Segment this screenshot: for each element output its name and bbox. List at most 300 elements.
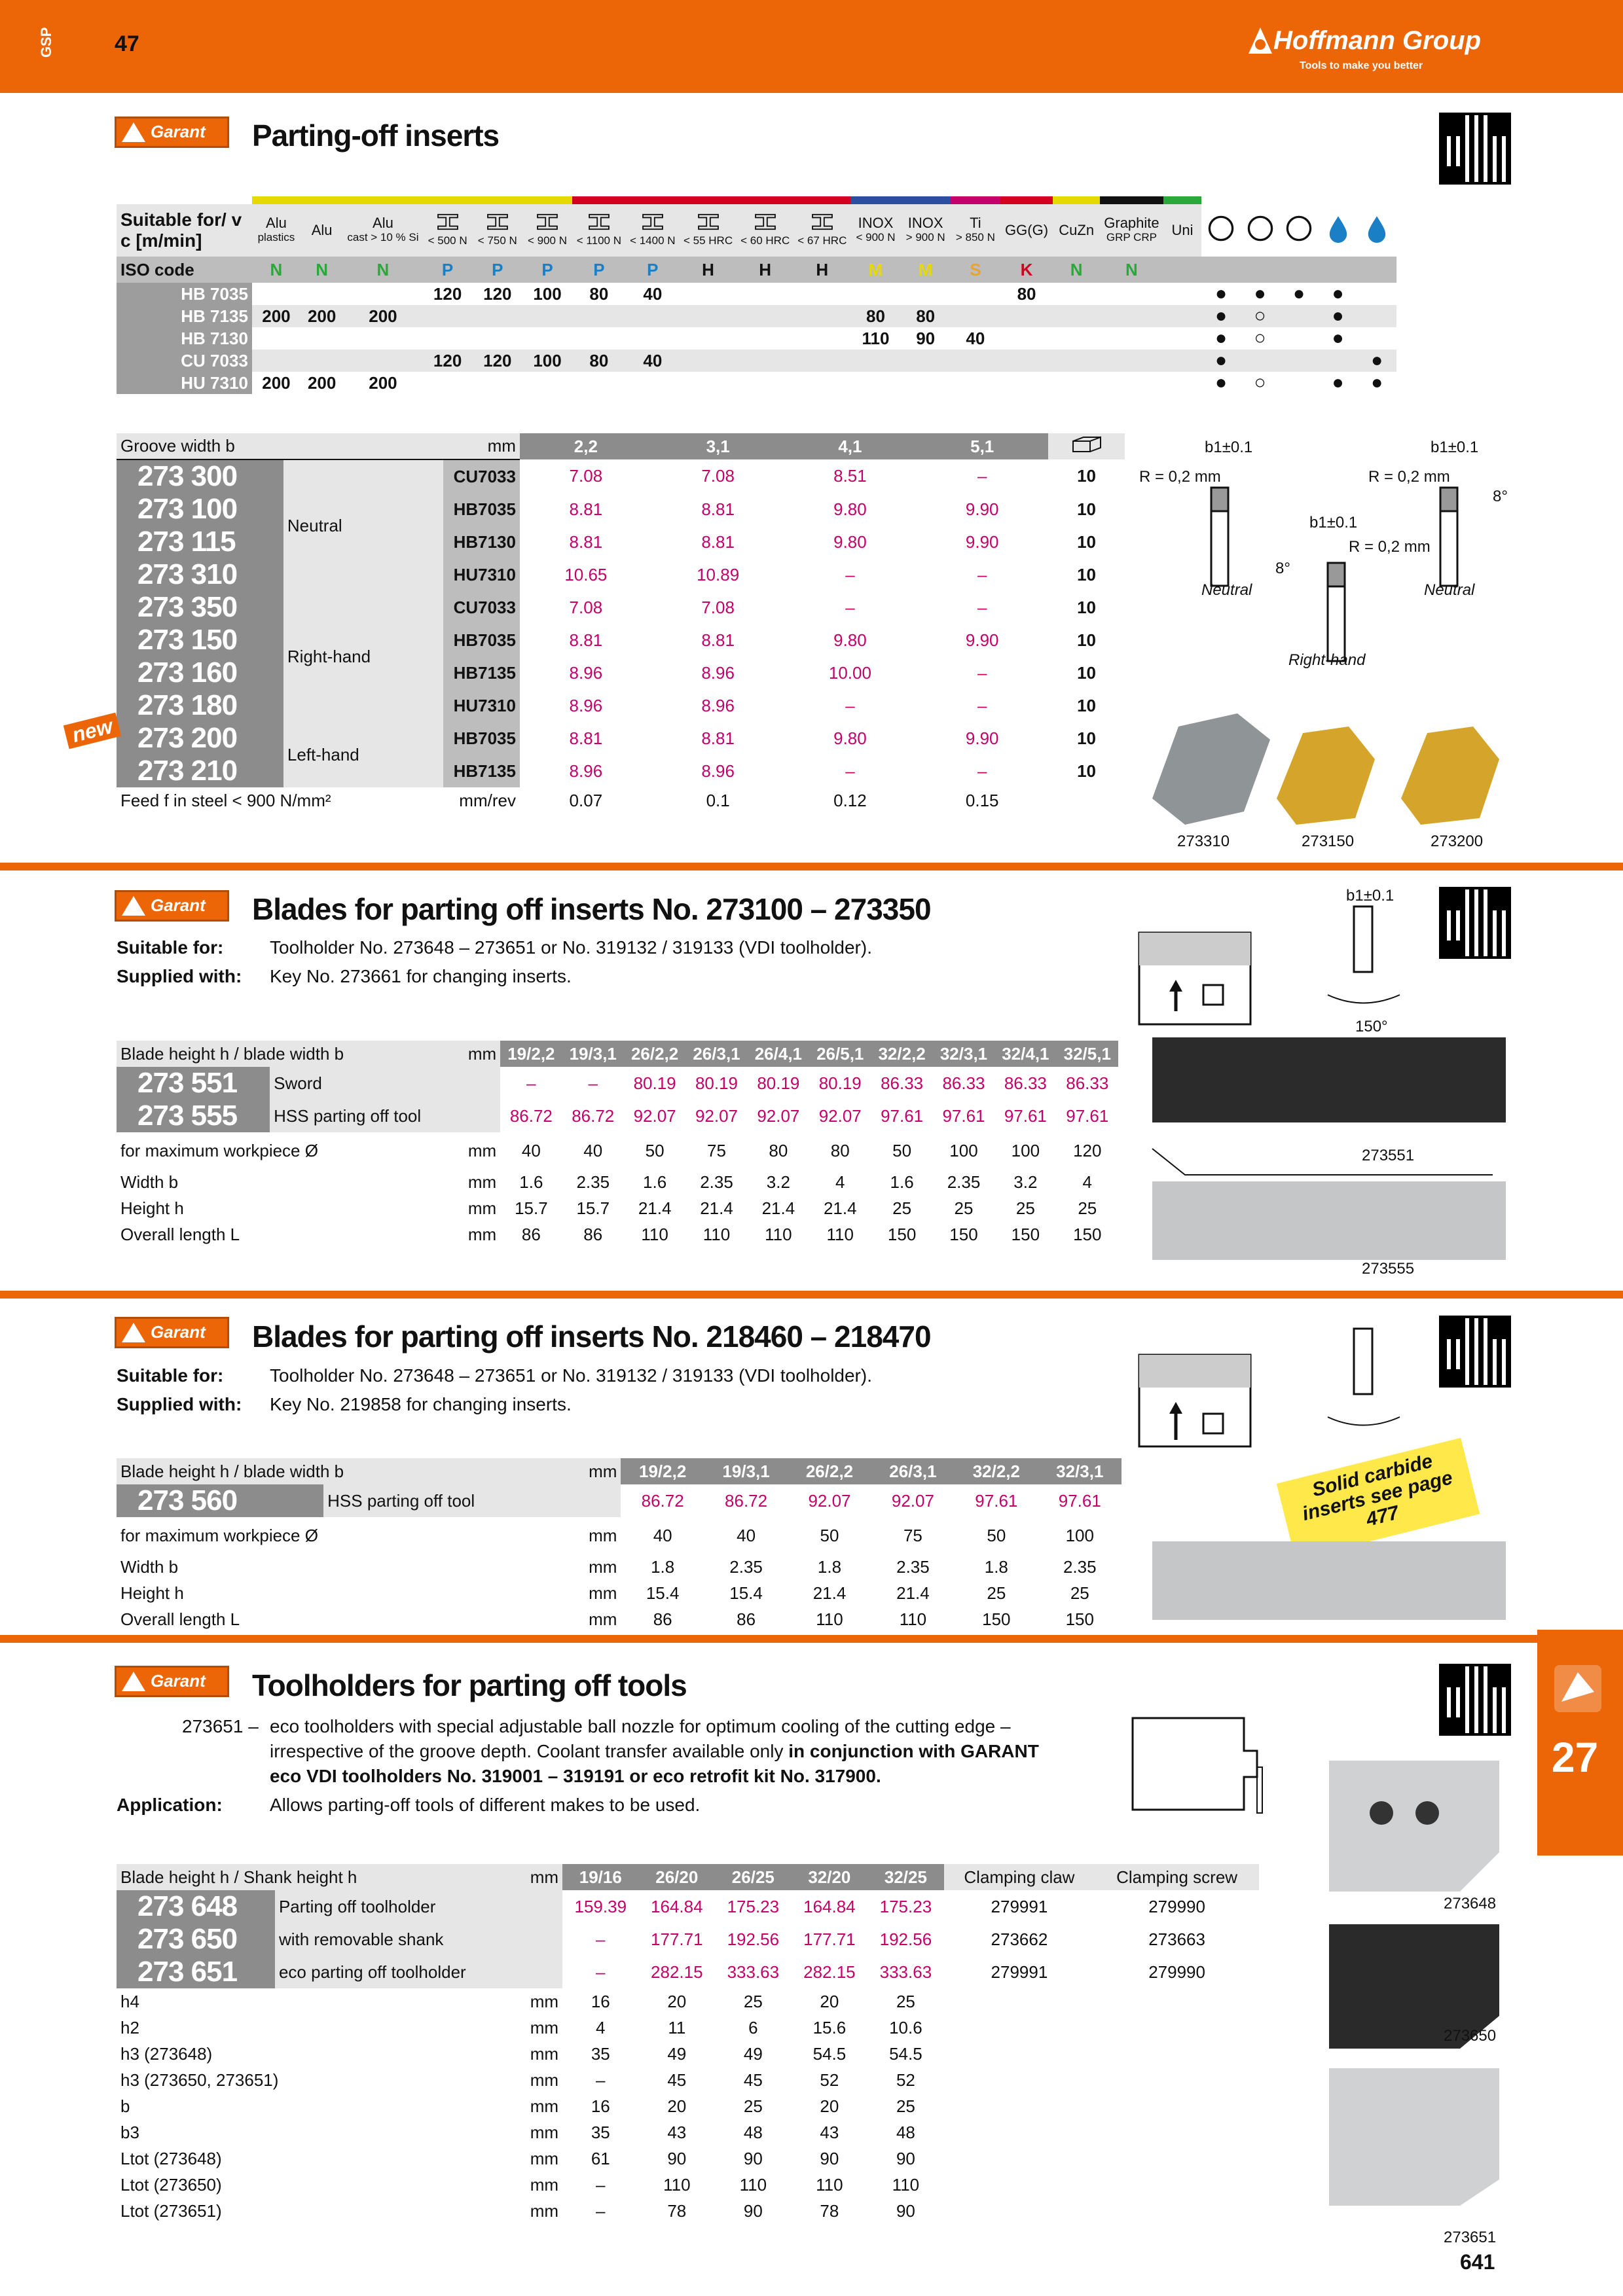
suitability-dot: ○ xyxy=(1254,327,1266,349)
dry-cut-icon xyxy=(1362,214,1391,243)
overall-length-row xyxy=(117,1606,1122,1632)
price: 9.90 xyxy=(965,728,999,748)
height-h1: 25 xyxy=(1015,1198,1035,1218)
cutting-speed xyxy=(1053,350,1100,372)
iso-code: M xyxy=(850,257,900,283)
pack-qty: 10 xyxy=(1077,564,1096,584)
spacer xyxy=(523,1923,562,1956)
spacer xyxy=(581,1484,621,1517)
dimension-label: h2 xyxy=(120,2017,139,2037)
coolant-icon-cell xyxy=(1319,204,1358,257)
material-column xyxy=(252,204,301,257)
grade: HB7035 xyxy=(443,493,520,526)
material-name: Uni xyxy=(1171,222,1194,238)
grade: HB7135 xyxy=(443,656,520,689)
cutting-speed xyxy=(252,350,301,372)
price: 86.33 xyxy=(1004,1073,1047,1093)
dimension-value: 6 xyxy=(748,2017,758,2037)
unit-label: mm xyxy=(530,2122,559,2142)
suitability-dot xyxy=(1241,350,1280,372)
suitability-dot xyxy=(1279,305,1319,327)
height-h1: 15.4 xyxy=(729,1583,763,1603)
article-number-text: 273 650 xyxy=(137,1923,238,1955)
price: 97.61 xyxy=(881,1105,924,1126)
suitability-dot: ● xyxy=(1215,327,1228,349)
pack-qty: 10 xyxy=(1077,466,1096,486)
iso-code: H xyxy=(680,257,737,283)
price: 8.81 xyxy=(701,728,735,748)
spacer xyxy=(1048,787,1125,814)
price: 8.51 xyxy=(833,466,867,486)
suitability-dot: ● xyxy=(1332,283,1344,304)
spacer xyxy=(1095,1988,1259,2015)
diag-radius-label: R = 0,2 mm xyxy=(1349,538,1431,556)
article-number-text: 273 648 xyxy=(137,1890,238,1922)
material-spec: < 67 HRC xyxy=(797,234,847,247)
unit-label: mm xyxy=(530,2096,559,2116)
pack-qty: 10 xyxy=(1077,728,1096,748)
suitable-label xyxy=(117,204,252,257)
dimension-value: 49 xyxy=(667,2043,687,2064)
price: 177.71 xyxy=(803,1929,856,1949)
diag-b1-label: b1±0.1 xyxy=(1309,514,1358,531)
cutting-speed xyxy=(1000,327,1053,350)
grade-name: HB 7130 xyxy=(117,327,252,350)
blade-row xyxy=(117,1067,1118,1100)
cutting-speed xyxy=(343,327,422,350)
desc-line2: irrespective of the groove depth. Coolant transfer available only xyxy=(270,1741,784,1761)
cutting-speed xyxy=(737,327,793,350)
material-column xyxy=(572,204,626,257)
width-b2: 1.8 xyxy=(817,1556,842,1577)
cutting-speed xyxy=(680,283,737,305)
article-number-text: 273 300 xyxy=(137,460,238,492)
article-number-text: 273 555 xyxy=(137,1100,238,1132)
pack-qty: 10 xyxy=(1077,630,1096,650)
height-h1: 25 xyxy=(987,1583,1006,1603)
price: 92.07 xyxy=(891,1490,934,1511)
dimension-value: 20 xyxy=(667,2096,687,2116)
holder-size: 26/25 xyxy=(715,1864,792,1890)
price: 97.61 xyxy=(942,1105,985,1126)
brand-name: Hoffmann Group xyxy=(1273,26,1482,55)
suitability-dot: ● xyxy=(1371,372,1383,393)
spacer xyxy=(944,2015,1095,2041)
dimension-label: Ltot (273650) xyxy=(120,2174,222,2195)
article-number-text: 273 100 xyxy=(137,493,238,525)
head-label: Blade height h / blade width b xyxy=(117,1458,581,1484)
width-b2: 1.6 xyxy=(890,1172,914,1192)
chapter-tab xyxy=(1537,1630,1623,1856)
material-color xyxy=(680,196,737,204)
dimension-value: 90 xyxy=(743,2148,763,2168)
spacer xyxy=(944,1988,1095,2015)
iso-code: M xyxy=(901,257,951,283)
photo-label: 273648 xyxy=(1444,1895,1497,1912)
overall-length: 150 xyxy=(1073,1224,1102,1244)
price: 9.90 xyxy=(965,531,999,552)
cutting-speed: 120 xyxy=(473,350,522,372)
price: 7.08 xyxy=(569,597,603,617)
shape-icon-cell xyxy=(1241,204,1280,257)
garant-logo-icon xyxy=(120,1321,147,1344)
shape-icon xyxy=(1246,214,1275,243)
cutting-speed: 100 xyxy=(533,283,562,304)
diag-b1-label: b1±0.1 xyxy=(1205,439,1253,456)
price: – xyxy=(977,761,987,781)
material-color xyxy=(473,196,522,204)
blade-size: 19/2,2 xyxy=(621,1458,704,1484)
diag-angle-label: 8° xyxy=(1493,488,1508,505)
dimension-value: 10.6 xyxy=(889,2017,922,2037)
cutting-speed: 120 xyxy=(483,283,512,304)
cutting-speed: 80 xyxy=(901,305,951,327)
spacer xyxy=(461,1067,500,1100)
cutting-speed xyxy=(901,372,951,394)
suitable-text: Toolholder No. 273648 – 273651 or No. 319132 / 319133 (VDI toolholder). xyxy=(270,1365,872,1386)
article-number xyxy=(117,1956,275,1988)
overall-length: 150 xyxy=(982,1609,1011,1629)
blade-size: 19/3,1 xyxy=(704,1458,788,1484)
dimension-row xyxy=(117,1988,1259,2015)
toolholder-diagram xyxy=(1113,1705,1309,1836)
article-number-text: 273 180 xyxy=(137,689,238,721)
page-number-top: 47 xyxy=(115,31,139,56)
blade-size: 32/5,1 xyxy=(1057,1041,1118,1067)
material-color xyxy=(793,196,850,204)
height-h1: 15.4 xyxy=(646,1583,680,1603)
feed-label: Feed f in steel < 900 N/mm² xyxy=(120,790,331,810)
width-b2: 2.35 xyxy=(729,1556,763,1577)
dimension-row xyxy=(117,2015,1259,2041)
overall-length: 86 xyxy=(737,1609,756,1629)
height-h1: 21.4 xyxy=(700,1198,733,1218)
material-name: GG(G) xyxy=(1005,222,1049,238)
price: 164.84 xyxy=(651,1896,703,1916)
height-h1: 21.4 xyxy=(896,1583,930,1603)
holder-desc: with removable shank xyxy=(275,1923,523,1956)
dimension-value: 110 xyxy=(892,2174,920,2195)
hoffmann-logo-icon xyxy=(1247,25,1273,56)
article-number xyxy=(117,1890,275,1923)
interrupted-cut-icon xyxy=(1285,214,1313,243)
spacer xyxy=(944,2067,1095,2093)
spacer xyxy=(523,1956,562,1988)
holder-row xyxy=(117,1923,1259,1956)
price: – xyxy=(977,662,987,683)
suitability-dot: ● xyxy=(1201,305,1241,327)
dimension-value: 45 xyxy=(743,2070,763,2090)
article-number xyxy=(117,624,283,656)
price: 7.08 xyxy=(701,597,735,617)
pack-qty: 10 xyxy=(1077,531,1096,552)
cutting-speed xyxy=(522,327,572,350)
blade-head-row xyxy=(117,1041,1118,1067)
cutting-speed xyxy=(793,350,850,372)
unit-label: mm xyxy=(467,1172,497,1192)
spacer xyxy=(1095,2093,1259,2119)
insert-row xyxy=(117,656,1125,689)
material-column xyxy=(951,204,1000,257)
holder-desc: eco parting off toolholder xyxy=(275,1956,523,1988)
dimension-value: 78 xyxy=(667,2200,687,2221)
material-spec: < 60 HRC xyxy=(740,234,790,247)
dimension-label: b3 xyxy=(120,2122,139,2142)
supplied-text: Key No. 273661 for changing inserts. xyxy=(270,966,572,986)
price: 86.72 xyxy=(509,1105,553,1126)
insert-row xyxy=(117,459,1125,493)
supplied-label: Supplied with: xyxy=(117,1394,242,1414)
material-spec: < 900 N xyxy=(856,231,896,243)
price: – xyxy=(845,695,855,715)
inserts-table xyxy=(117,433,1125,814)
cutting-speed xyxy=(252,283,301,305)
grade-row xyxy=(117,327,1396,350)
dimension-label: Ltot (273651) xyxy=(120,2200,222,2221)
article-number-text: 273 115 xyxy=(137,526,236,558)
diag-b1-label: b1±0.1 xyxy=(1431,439,1479,456)
groove-width: 5,1 xyxy=(916,433,1048,459)
price: 80.19 xyxy=(695,1073,739,1093)
price: – xyxy=(845,564,855,584)
material-spec: > 850 N xyxy=(955,231,995,243)
width-b2: 4 xyxy=(1082,1172,1093,1192)
max-workpiece: 40 xyxy=(737,1525,756,1545)
cutting-speed xyxy=(473,327,522,350)
grade-row xyxy=(117,372,1396,394)
unit-label: mm xyxy=(589,1525,617,1545)
width-b2: 2.35 xyxy=(700,1172,733,1192)
material-color xyxy=(850,196,900,204)
cutting-speed xyxy=(301,283,343,305)
cutting-speed xyxy=(1100,327,1163,350)
height-h1: 21.4 xyxy=(823,1198,857,1218)
dimension-value: 25 xyxy=(896,1991,915,2011)
iso-code: P xyxy=(522,257,572,283)
dimension-value: 52 xyxy=(896,2070,915,2090)
cutting-speed xyxy=(850,372,900,394)
section-title: Parting-off inserts xyxy=(252,118,500,152)
cutting-speed xyxy=(737,305,793,327)
cutting-speed: 120 xyxy=(433,283,462,304)
overall-length: 110 xyxy=(816,1609,843,1629)
cutting-speed xyxy=(1053,283,1100,305)
suitability-dot: ● xyxy=(1332,372,1344,393)
cutting-speed xyxy=(1100,350,1163,372)
pack-qty: 10 xyxy=(1077,499,1096,519)
price: 175.23 xyxy=(727,1896,780,1916)
cutting-speed: 90 xyxy=(916,328,936,348)
dimension-value: 20 xyxy=(667,1991,687,2011)
desc-line2-bold: in conjunction with GARANT xyxy=(788,1741,1039,1761)
coolant-icon xyxy=(1324,214,1353,243)
dimension-value: 20 xyxy=(820,1991,839,2011)
unit-label: mm xyxy=(530,2200,559,2221)
price: – xyxy=(977,466,987,486)
dimension-value: – xyxy=(596,2174,606,2195)
cutting-speed xyxy=(1053,327,1100,350)
price: – xyxy=(977,564,987,584)
circle-icon-cell xyxy=(1201,204,1241,257)
groove-width: 3,1 xyxy=(652,433,784,459)
suitability-dot: ○ xyxy=(1254,372,1266,393)
photo-label: 273555 xyxy=(1362,1260,1415,1278)
price: 97.61 xyxy=(1004,1105,1047,1126)
groove-width: 2,2 xyxy=(520,433,652,459)
material-color xyxy=(572,196,626,204)
blade-size: 19/3,1 xyxy=(562,1041,624,1067)
max-workpiece: 40 xyxy=(521,1140,541,1160)
material-color xyxy=(301,196,343,204)
dimension-label: b xyxy=(120,2096,130,2116)
grade-name: HB 7135 xyxy=(117,305,252,327)
blade-size: 26/2,2 xyxy=(624,1041,685,1067)
grade: HU7310 xyxy=(443,689,520,722)
dimension-value: 16 xyxy=(591,2096,610,2116)
garant-badge: Garant xyxy=(115,1317,229,1348)
blade-row xyxy=(117,1100,1118,1132)
material-color xyxy=(423,196,473,204)
material-column xyxy=(1053,204,1100,257)
spacer xyxy=(944,2172,1095,2198)
grade-name: CU 7033 xyxy=(117,350,252,372)
iso-code: H xyxy=(737,257,793,283)
dimension-value: 90 xyxy=(667,2148,687,2168)
grade-row xyxy=(117,305,1396,327)
head-label: Blade height h / blade width b xyxy=(117,1041,461,1067)
article-number xyxy=(117,1923,275,1956)
cutting-speed xyxy=(343,283,422,305)
price: 9.90 xyxy=(965,499,999,519)
max-workpiece: 40 xyxy=(583,1140,603,1160)
garant-badge: Garant xyxy=(115,890,229,922)
blade-size: 32/4,1 xyxy=(994,1041,1056,1067)
material-color xyxy=(626,196,680,204)
suitable-text: Toolholder No. 273648 – 273651 or No. 319132 / 319133 (VDI toolholder). xyxy=(270,937,872,958)
price: 8.81 xyxy=(569,499,603,519)
price: 9.80 xyxy=(833,630,867,650)
steel-beam-icon xyxy=(695,213,721,231)
material-color xyxy=(1163,196,1202,204)
material-column xyxy=(737,204,793,257)
height-h1-label: Height h xyxy=(120,1198,184,1218)
height-h1-row xyxy=(117,1580,1122,1606)
holder-row xyxy=(117,1956,1259,1988)
circle-icon xyxy=(1207,214,1235,243)
material-column xyxy=(1100,204,1163,257)
grade: HB7130 xyxy=(443,526,520,558)
pack-icon-cell xyxy=(1048,433,1125,459)
width-b2: 3.2 xyxy=(766,1172,790,1192)
max-workpiece-row xyxy=(117,1517,1122,1554)
price: 97.61 xyxy=(975,1490,1018,1511)
cutting-speed xyxy=(572,305,626,327)
dimension-label: h3 (273648) xyxy=(120,2043,213,2064)
photo-label: 273310 xyxy=(1177,833,1230,850)
height-h1: 25 xyxy=(1078,1198,1097,1218)
price: 8.96 xyxy=(569,695,603,715)
price: 192.56 xyxy=(879,1929,932,1949)
article-number-text: 273 210 xyxy=(137,755,238,787)
insert-row xyxy=(117,755,1125,787)
suitability-dot xyxy=(1357,327,1396,350)
iso-code: K xyxy=(1000,257,1053,283)
insert-row xyxy=(117,526,1125,558)
price: 8.81 xyxy=(701,531,735,552)
article-number-text: 273 651 xyxy=(137,1956,238,1988)
price: 9.80 xyxy=(833,499,867,519)
unit-label: mm xyxy=(589,1556,617,1577)
price: 80.19 xyxy=(633,1073,676,1093)
cutting-speed xyxy=(1100,305,1163,327)
cutting-speed xyxy=(626,372,680,394)
price: 10.89 xyxy=(697,564,740,584)
cutting-speed xyxy=(737,283,793,305)
width-b2: 1.8 xyxy=(651,1556,675,1577)
height-h1: 25 xyxy=(892,1198,912,1218)
dimension-label: Ltot (273648) xyxy=(120,2148,222,2168)
max-workpiece: 40 xyxy=(653,1525,672,1545)
blade-size: 32/2,2 xyxy=(871,1041,932,1067)
grade-name: HU 7310 xyxy=(117,372,252,394)
article-number xyxy=(117,755,283,787)
price: 8.96 xyxy=(701,695,735,715)
diag-b1-label: b1±0.1 xyxy=(1346,887,1395,905)
material-spec: > 900 N xyxy=(905,231,945,243)
material-color xyxy=(343,196,422,204)
cutting-speed xyxy=(737,350,793,372)
material-column xyxy=(1163,204,1202,257)
price: 8.81 xyxy=(701,499,735,519)
dimension-value: 52 xyxy=(820,2070,839,2090)
suitability-dot xyxy=(1279,372,1319,394)
price: 8.96 xyxy=(569,761,603,781)
cutting-speed xyxy=(1000,350,1053,372)
iso-code: N xyxy=(252,257,301,283)
max-workpiece: 50 xyxy=(645,1140,665,1160)
overall-length: 110 xyxy=(702,1224,731,1244)
dimension-row xyxy=(117,2198,1259,2224)
cutting-speed xyxy=(572,327,626,350)
price: 86.33 xyxy=(942,1073,985,1093)
cutting-speed: 200 xyxy=(262,372,291,393)
material-color xyxy=(522,196,572,204)
width-b2: 2.35 xyxy=(896,1556,930,1577)
suitability-dot xyxy=(1357,283,1396,305)
cutting-speed: 200 xyxy=(369,372,397,393)
max-workpiece: 120 xyxy=(1073,1140,1102,1160)
height-h1: 25 xyxy=(954,1198,974,1218)
price: 7.08 xyxy=(569,466,603,486)
cutting-speed: 80 xyxy=(572,350,626,372)
spacer xyxy=(1095,2015,1259,2041)
material-column xyxy=(473,204,522,257)
spacer xyxy=(1095,2119,1259,2145)
steel-beam-icon xyxy=(809,213,835,231)
price: 97.61 xyxy=(1058,1490,1101,1511)
material-spec: plastics xyxy=(257,231,295,243)
material-color xyxy=(1100,196,1163,204)
section-title: Toolholders for parting off tools xyxy=(252,1668,687,1702)
symbol-spacer xyxy=(1279,257,1319,283)
cutting-speed xyxy=(626,305,680,327)
unit-label: mm xyxy=(530,2070,559,2090)
desc-line3-bold: eco VDI toolholders No. 319001 – 319191 or eco retrofit kit No. 317900. xyxy=(270,1766,881,1786)
price: 192.56 xyxy=(727,1929,780,1949)
section-title: Blades for parting off inserts No. 218460 – 218470 xyxy=(252,1319,931,1354)
material-name: INOX xyxy=(907,215,943,231)
dimension-value: 45 xyxy=(667,2070,687,2090)
